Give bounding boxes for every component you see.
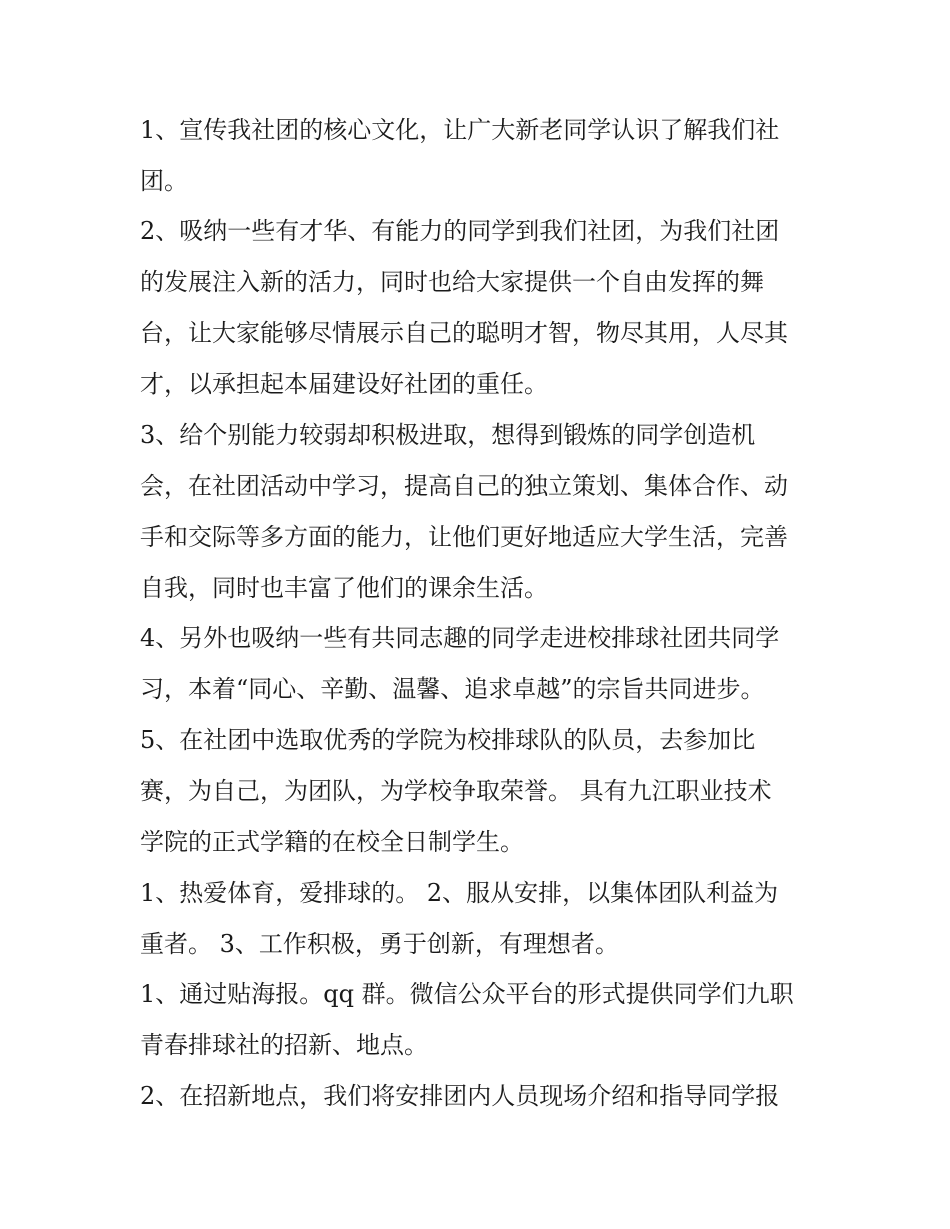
- text-line: 重者。 3、工作积极，勇于创新，有理想者。: [140, 930, 619, 958]
- text-line: 赛，为自己，为团队，为学校争取荣誉。 具有九江职业技术: [140, 777, 772, 805]
- text-line: 会，在社团活动中学习，提高自己的独立策划、集体合作、动: [140, 472, 788, 500]
- text-line: 4、另外也吸纳一些有共同志趣的同学走进校排球社团共同学: [140, 624, 780, 652]
- text-line: 学院的正式学籍的在校全日制学生。: [140, 828, 524, 856]
- text-line: 5、在社团中选取优秀的学院为校排球队的队员，去参加比: [140, 726, 756, 754]
- text-line: 3、给个别能力较弱却积极进取，想得到锻炼的同学创造机: [140, 421, 756, 449]
- text-line: 1、通过贴海报。qq 群。微信公众平台的形式提供同学们九职: [140, 980, 794, 1008]
- text-line: 2、在招新地点，我们将安排团内人员现场介绍和指导同学报: [140, 1082, 780, 1110]
- text-line: 习，本着“同心、辛勤、温馨、追求卓越”的宗旨共同进步。: [140, 675, 765, 703]
- text-line: 青春排球社的招新、地点。: [140, 1031, 428, 1059]
- text-line: 团。: [140, 167, 188, 195]
- text-line: 才，以承担起本届建设好社团的重任。: [140, 370, 548, 398]
- text-line: 手和交际等多方面的能力，让他们更好地适应大学生活，完善: [140, 523, 788, 551]
- text-line: 台，让大家能够尽情展示自己的聪明才智，物尽其用，人尽其: [140, 319, 788, 347]
- text-line: 2、吸纳一些有才华、有能力的同学到我们社团，为我们社团: [140, 217, 780, 245]
- text-line: 1、热爱体育，爱排球的。 2、服从安排，以集体团队利益为: [140, 879, 779, 907]
- text-line: 1、宣传我社团的核心文化，让广大新老同学认识了解我们社: [140, 116, 780, 144]
- text-line: 自我，同时也丰富了他们的课余生活。: [140, 574, 548, 602]
- text-line: 的发展注入新的活力，同时也给大家提供一个自由发挥的舞: [140, 268, 764, 296]
